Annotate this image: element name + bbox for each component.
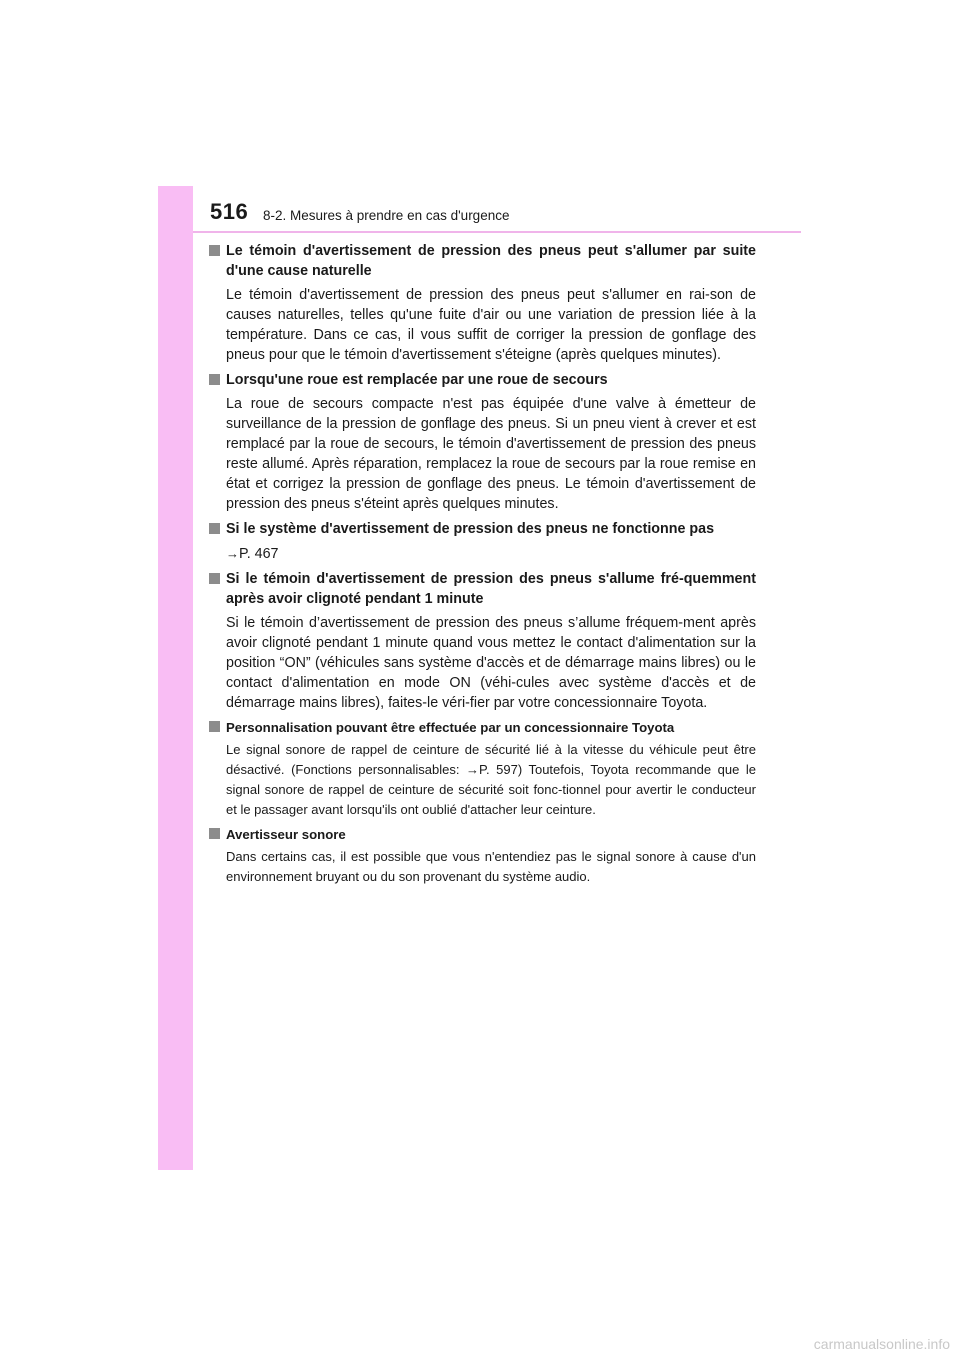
- section-heading: Le témoin d'avertissement de pression des pneus peut s'allumer par suite d'une cause naturelle: [226, 243, 756, 279]
- section-natural-cause: [209, 241, 756, 365]
- square-bullet-icon: [209, 245, 220, 256]
- page-number: 516: [210, 199, 249, 224]
- section-heading: Si le système d'avertissement de pression des pneus ne fonctionne pas: [226, 521, 715, 537]
- section-heading: Lorsqu'une roue est remplacée par une roue de secours: [226, 372, 608, 388]
- section-heading: Avertisseur sonore: [226, 827, 346, 842]
- square-bullet-icon: [209, 573, 220, 584]
- watermark-text: carmanualsonline.info: [813, 1336, 950, 1352]
- section-body: Dans certains cas, il est possible que vous n'entendiez pas le signal sonore à cause d'un environnement bruyant ou du son provenant du système audio.: [226, 849, 756, 884]
- square-bullet-icon: [209, 721, 220, 732]
- page-content: [209, 241, 756, 887]
- page-reference-link[interactable]: P. 467: [239, 546, 279, 562]
- section-title: 8-2. Mesures à prendre en cas d'urgence: [263, 208, 510, 223]
- section-frequent-light: [209, 569, 756, 713]
- chapter-side-band: [158, 186, 193, 1170]
- section-customization: [209, 718, 756, 820]
- header-divider: [193, 231, 801, 233]
- section-body: Le témoin d'avertissement de pression des pneus peut s'allumer en rai-son de causes naturelles, telles qu'une fuite d'air ou une variation de pression liée à la température. Dans ce cas, il vous suffit de corriger la pression de gonflage des pneus pour que le témoin d'avertissement s'éteigne (après quelques minutes).: [226, 287, 756, 363]
- section-system-malfunction: [209, 519, 756, 564]
- square-bullet-icon: [209, 523, 220, 534]
- section-body: La roue de secours compacte n'est pas équipée d'une valve à émetteur de surveillance de la pression de gonflage des pneus. Si un pneu vient à crever et est remplacé par la roue de secours, le témoin d'avertissement de pression des pneus reste allumé. Après réparation, remplacez la roue de secours par la roue remise en état et corrigez la pression de gonflage des pneus. Le témoin d'avertissement de pression des pneus s'éteint après quelques minutes.: [226, 396, 756, 512]
- section-spare-wheel: [209, 370, 756, 514]
- section-heading: Personnalisation pouvant être effectuée par un concessionnaire Toyota: [226, 720, 675, 735]
- page-reference: [226, 544, 756, 564]
- section-buzzer: [209, 825, 756, 887]
- section-heading: Si le témoin d'avertissement de pression des pneus s'allume fré-quemment après avoir clignoté pendant 1 minute: [226, 571, 756, 607]
- square-bullet-icon: [209, 828, 220, 839]
- arrow-right-icon: →: [226, 546, 239, 561]
- section-body: Le signal sonore de rappel de ceinture de sécurité lié à la vitesse du véhicule peut être désactivé. (Fonctions personnalisables: →P. 597) Toutefois, Toyota recommande que le signal sonore de rappel de ceinture de sécurité soit fonc-tionnel pour avertir le conducteur et le passager avant lorsqu'ils ont oublié d'attacher leur ceinture.: [226, 742, 756, 817]
- square-bullet-icon: [209, 374, 220, 385]
- section-body: Si le témoin d’avertissement de pression des pneus s’allume fréquem-ment après avoir clignoté pendant 1 minute quand vous mettez le contact d'alimentation sur la position “ON” (véhicules sans système d'accès et de démarrage mains libres) ou le contact d'alimentation en mode ON (véhi-cules avec système d'accès et de démarrage mains libres), faites-le véri-fier par votre concessionnaire Toyota.: [226, 615, 756, 711]
